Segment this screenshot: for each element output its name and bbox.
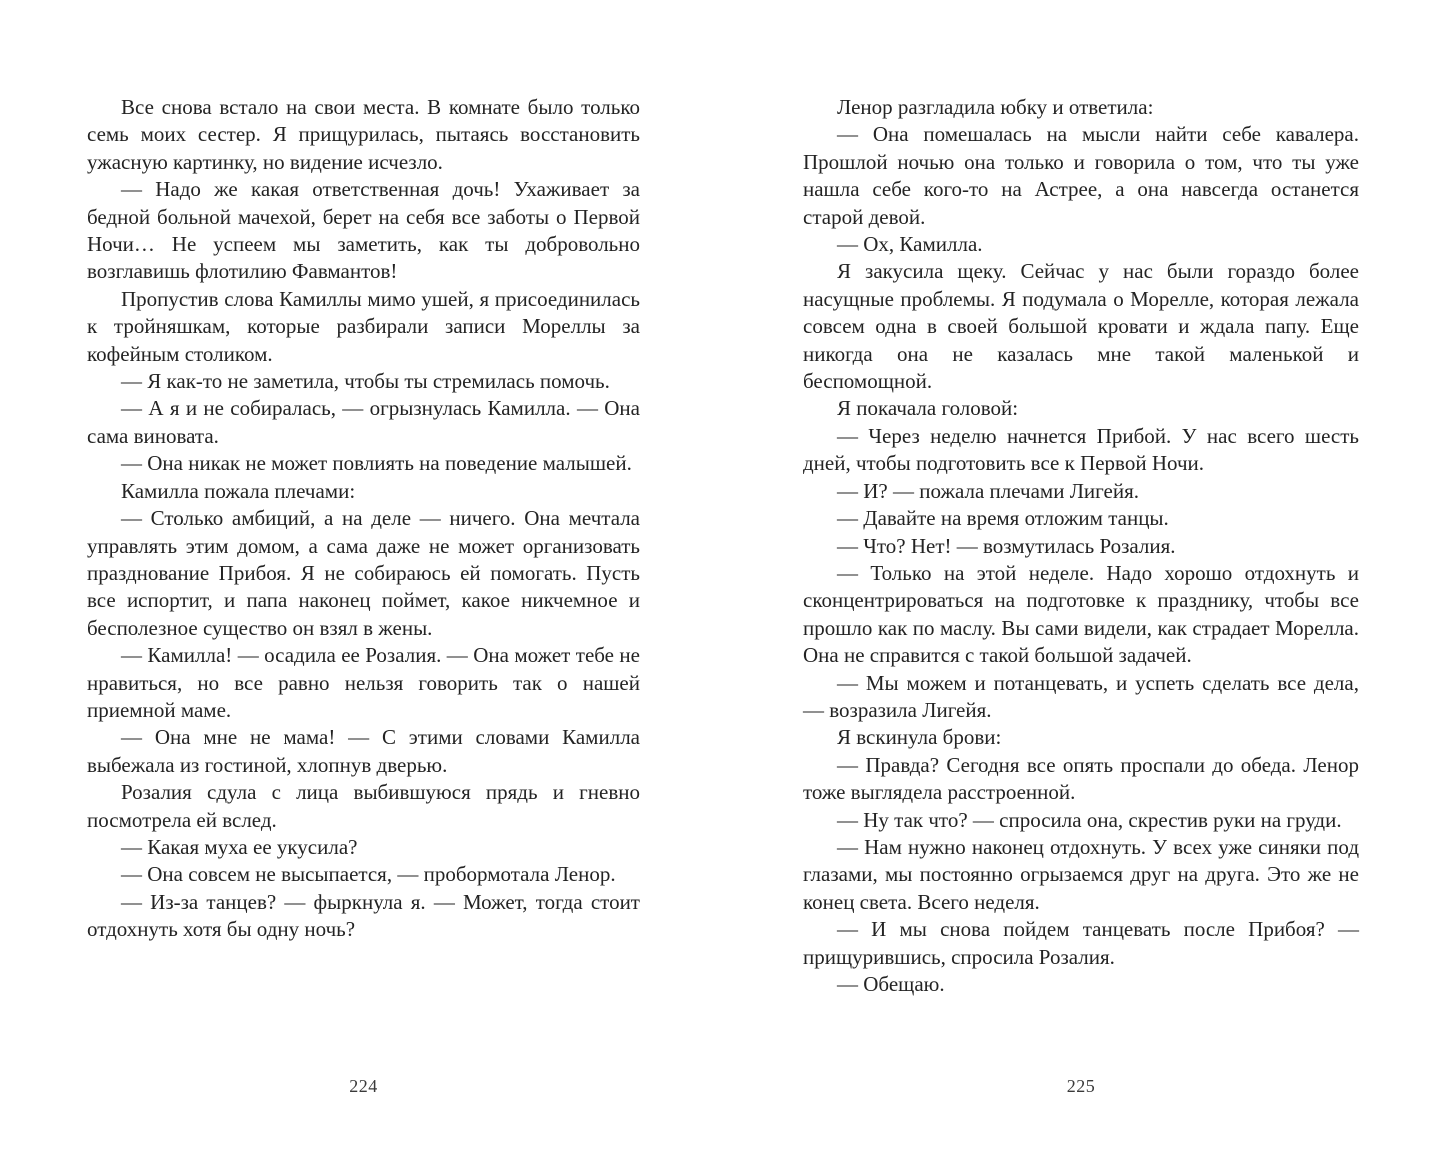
paragraph: — Она мне не мама! — С этими словами Камилла выбежала из гостиной, хлопнув дверью.	[87, 725, 640, 777]
paragraph: — Она помешалась на мысли найти себе кавалера. Прошлой ночью она только и говорила о том, что ты уже нашла себе кого-то на Астрее, а она навсегда останется старой девой.	[803, 122, 1359, 229]
paragraph: — И? — пожала плечами Лигейя.	[837, 478, 1139, 503]
paragraph: Розалия сдула с лица выбившуюся прядь и гневно посмотрела ей вслед.	[87, 780, 640, 832]
paragraph: Все снова встало на свои места. В комнате было только семь моих сестер. Я прищурилась, пытаясь восстановить ужасную картинку, но видение исчезло.	[87, 95, 640, 174]
paragraph: — Мы можем и потанцевать, и успеть сделать все дела, — возразила Лигейя.	[803, 670, 1359, 722]
paragraph: Камилла пожала плечами:	[121, 478, 356, 503]
paragraph: — Она никак не может повлиять на поведение малышей.	[121, 451, 632, 476]
paragraph: — Столько амбиций, а на деле — ничего. Она мечтала управлять этим домом, а сама даже не может организовать празднование Прибоя. Я не собираюсь ей помогать. Пусть все испортит, и папа наконец поймет, какое никчемное и бесполезное существо он взял в жены.	[87, 506, 640, 640]
paragraph: Я вскинула брови:	[837, 725, 1002, 750]
paragraph: — Правда? Сегодня все опять проспали до обеда. Ленор тоже выглядела расстроенной.	[803, 752, 1359, 805]
paragraph: — Обещаю.	[837, 972, 945, 996]
paragraph: — Надо же какая ответственная дочь! Ухаживает за бедной больной мачехой, берет на себя все заботы о Первой Ночи… Не успеем мы заметить, как ты добровольно возглавишь флотилию Фавмантов!	[87, 177, 640, 284]
paragraph: Ленор разгладила юбку и ответила:	[837, 95, 1154, 119]
paragraph: — Нам нужно наконец отдохнуть. У всех уже синяки под глазами, мы постоянно огрызаемся друг на друга. Это же не конец света. Всего неделя.	[803, 834, 1359, 914]
paragraph: — Что? Нет! — возмутилась Розалия.	[837, 533, 1176, 558]
paragraph: — Через неделю начнется Прибой. У нас всего шесть дней, чтобы подготовить все к Первой Ночи.	[803, 423, 1359, 476]
right-page-number: 225	[1066, 1076, 1096, 1096]
paragraph: — Камилла! — осадила ее Розалия. — Она может тебе не нравиться, но все равно нельзя говорить так о нашей приемной маме.	[87, 643, 640, 722]
right-page-text	[803, 94, 1359, 998]
paragraph: — И мы снова пойдем танцевать после Прибоя? — прищурившись, спросила Розалия.	[803, 917, 1359, 969]
paragraph: — Она совсем не высыпается, — пробормотала Ленор.	[121, 862, 616, 887]
paragraph: Я покачала головой:	[837, 396, 1019, 421]
paragraph: Пропустив слова Камиллы мимо ушей, я присоединилась к тройняшкам, которые разбирали записи Мореллы за кофейным столиком.	[87, 286, 640, 366]
left-page-number: 224	[349, 1076, 378, 1096]
paragraph: Я закусила щеку. Сейчас у нас были гораздо более насущные проблемы. Я подумала о Морелле, которая лежала совсем одна в своей большой кровати и ждала папу. Еще никогда она не казалась мне такой маленькой и беспомощной.	[803, 259, 1359, 394]
paragraph: — Из-за танцев? — фыркнула я. — Может, тогда стоит отдохнуть хотя бы одну ночь?	[87, 889, 640, 942]
paragraph: — Какая муха ее укусила?	[121, 834, 358, 859]
left-page-text	[87, 94, 640, 944]
paragraph: — Я как-то не заметила, чтобы ты стремилась помочь.	[121, 369, 610, 394]
paragraph: — Давайте на время отложим танцы.	[837, 506, 1169, 531]
paragraph: — Ох, Камилла.	[837, 232, 983, 257]
paragraph: — А я и не собиралась, — огрызнулась Камилла. — Она сама виновата.	[87, 396, 640, 448]
paragraph: — Ну так что? — спросила она, скрестив руки на груди.	[837, 807, 1342, 832]
paragraph: — Только на этой неделе. Надо хорошо отдохнуть и сконцентрироваться на подготовке к празднику, чтобы все прошло как по маслу. Вы сами видели, как страдает Морелла. Она не справится с такой большой задачей.	[803, 560, 1359, 668]
